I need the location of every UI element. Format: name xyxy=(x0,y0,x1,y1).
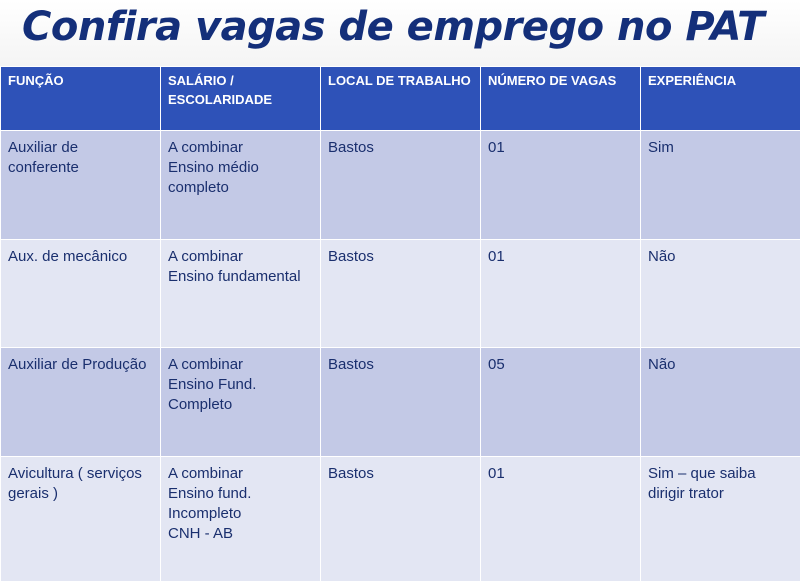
cell-escolaridade-line: Ensino Fund. xyxy=(168,375,313,395)
cell-local: Bastos xyxy=(321,131,481,240)
header-escolaridade-line: ESCOLARIDADE xyxy=(168,90,313,109)
cell-escolaridade-line: Incompleto xyxy=(168,504,313,524)
cell-salario: A combinar xyxy=(168,355,313,375)
cell-salario-escolaridade xyxy=(161,348,321,457)
title-banner xyxy=(0,0,800,66)
table-row xyxy=(1,240,800,348)
cell-escolaridade-line: Ensino fundamental xyxy=(168,267,313,287)
table-row xyxy=(1,131,800,240)
cell-local: Bastos xyxy=(321,348,481,457)
table-header-row xyxy=(1,67,800,131)
cell-vagas: 01 xyxy=(481,131,641,240)
cell-salario-escolaridade xyxy=(161,131,321,240)
cell-escolaridade-line: CNH - AB xyxy=(168,524,313,544)
cell-vagas: 01 xyxy=(481,457,641,582)
cell-experiencia: Não xyxy=(641,348,800,457)
page-title: Confira vagas de emprego no PAT xyxy=(22,4,764,50)
cell-salario: A combinar xyxy=(168,464,313,484)
cell-salario-escolaridade xyxy=(161,457,321,582)
header-salario-line: SALÁRIO / xyxy=(168,71,313,90)
cell-escolaridade-line: Completo xyxy=(168,395,313,415)
cell-funcao: Aux. de mecânico xyxy=(1,240,161,348)
cell-vagas: 05 xyxy=(481,348,641,457)
cell-experiencia: Não xyxy=(641,240,800,348)
cell-local: Bastos xyxy=(321,457,481,582)
cell-salario-escolaridade xyxy=(161,240,321,348)
cell-experiencia: Sim xyxy=(641,131,800,240)
jobs-table xyxy=(0,66,800,582)
cell-experiencia: Sim – que saiba dirigir trator xyxy=(641,457,800,582)
header-local: LOCAL DE TRABALHO xyxy=(321,67,481,131)
table-row xyxy=(1,348,800,457)
cell-vagas: 01 xyxy=(481,240,641,348)
cell-salario: A combinar xyxy=(168,138,313,158)
cell-funcao: Auxiliar de conferente xyxy=(1,131,161,240)
table-row xyxy=(1,457,800,582)
header-experiencia: EXPERIÊNCIA xyxy=(641,67,800,131)
header-salario-escolaridade xyxy=(161,67,321,131)
cell-funcao: Auxiliar de Produção xyxy=(1,348,161,457)
header-funcao: FUNÇÃO xyxy=(1,67,161,131)
cell-escolaridade-line: completo xyxy=(168,178,313,198)
cell-escolaridade-line: Ensino médio xyxy=(168,158,313,178)
cell-funcao: Avicultura ( serviços gerais ) xyxy=(1,457,161,582)
cell-salario: A combinar xyxy=(168,247,313,267)
cell-local: Bastos xyxy=(321,240,481,348)
cell-escolaridade-line: Ensino fund. xyxy=(168,484,313,504)
header-vagas: NÚMERO DE VAGAS xyxy=(481,67,641,131)
